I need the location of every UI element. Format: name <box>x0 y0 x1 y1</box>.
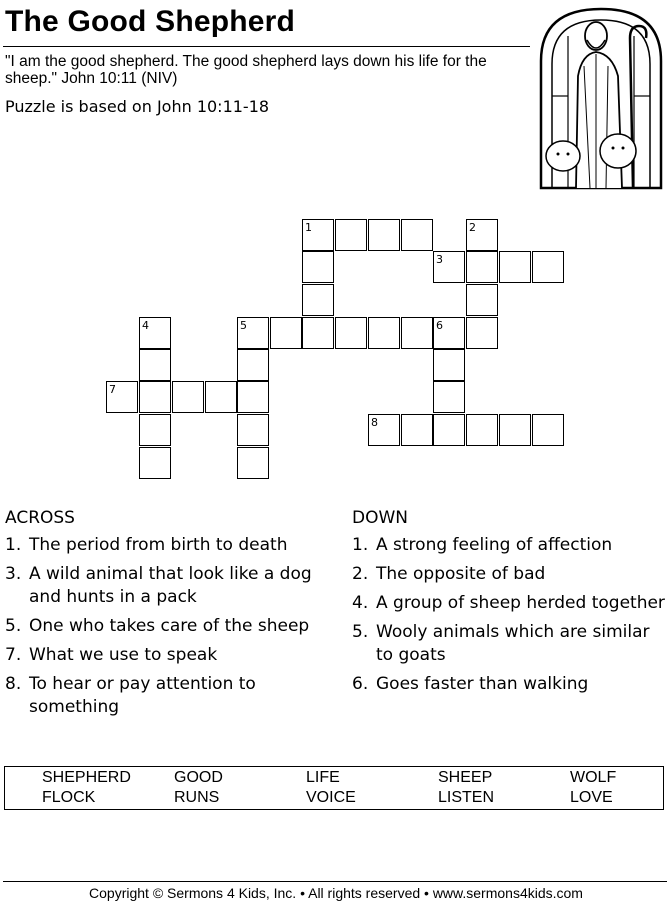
page-title: The Good Shepherd <box>5 5 296 38</box>
crossword-cell[interactable] <box>237 414 269 446</box>
clue-num: 7. <box>5 645 22 665</box>
crossword-cell[interactable] <box>368 219 400 251</box>
clue-num: 5. <box>5 616 22 636</box>
clue-num: 1. <box>352 535 369 555</box>
clue-item <box>352 592 668 615</box>
word-bank-item: RUNS <box>174 789 220 806</box>
clue-item <box>352 673 668 696</box>
crossword-cell[interactable] <box>466 251 498 283</box>
word-bank-item: LISTEN <box>438 789 495 806</box>
word-bank-item: VOICE <box>306 789 356 806</box>
crossword-cell[interactable] <box>335 317 367 349</box>
crossword-cell[interactable] <box>433 414 465 446</box>
crossword-cell[interactable] <box>466 284 498 316</box>
clue-item <box>5 673 325 719</box>
across-clues <box>5 508 325 725</box>
word-bank-item: SHEPHERD <box>42 769 131 786</box>
clue-item <box>5 615 325 638</box>
down-clues <box>352 508 668 702</box>
word-bank-item: LOVE <box>570 789 613 806</box>
clue-number: 2 <box>469 221 476 234</box>
clue-text: One who takes care of the sheep <box>29 616 310 636</box>
clue-num: 2. <box>352 564 369 584</box>
word-bank <box>4 766 664 810</box>
crossword-cell[interactable] <box>532 414 564 446</box>
crossword-cell[interactable] <box>237 349 269 381</box>
crossword-cell[interactable] <box>106 381 138 413</box>
clue-text: The opposite of bad <box>376 564 546 584</box>
clue-num: 1. <box>5 535 22 555</box>
based-on-note: Puzzle is based on John 10:11-18 <box>5 97 270 116</box>
clue-text: A wild animal that look like a dog and hunts in a pack <box>29 564 312 607</box>
crossword-cell[interactable] <box>368 317 400 349</box>
crossword-cell[interactable] <box>237 447 269 479</box>
clue-text: A strong feeling of affection <box>376 535 613 555</box>
crossword-cell[interactable] <box>401 219 433 251</box>
clue-item <box>5 563 325 609</box>
crossword-cell[interactable] <box>401 414 433 446</box>
clue-number: 5 <box>240 319 247 332</box>
clue-num: 6. <box>352 674 369 694</box>
crossword-cell[interactable] <box>433 349 465 381</box>
clue-num: 3. <box>5 564 22 584</box>
crossword-cell[interactable] <box>368 414 400 446</box>
crossword-cell[interactable] <box>237 381 269 413</box>
crossword-cell[interactable] <box>302 219 334 251</box>
crossword-cell[interactable] <box>139 381 171 413</box>
crossword-cell[interactable] <box>302 317 334 349</box>
word-bank-item: FLOCK <box>42 789 96 806</box>
crossword-cell[interactable] <box>205 381 237 413</box>
clue-item <box>352 534 668 557</box>
crossword-cell[interactable] <box>139 317 171 349</box>
clue-number: 8 <box>371 416 378 429</box>
clue-number: 7 <box>109 383 116 396</box>
crossword-cell[interactable] <box>270 317 302 349</box>
clue-num: 5. <box>352 622 369 642</box>
footer-rule <box>3 881 667 882</box>
clue-text: Wooly animals which are similar to goats <box>376 622 650 665</box>
crossword-cell[interactable] <box>302 284 334 316</box>
clue-number: 1 <box>305 221 312 234</box>
clue-text: What we use to speak <box>29 645 218 665</box>
clue-num: 8. <box>5 674 22 694</box>
clue-item <box>5 644 325 667</box>
crossword-cell[interactable] <box>433 251 465 283</box>
copyright-footer: Copyright © Sermons 4 Kids, Inc. • All rights reserved • www.sermons4kids.com <box>89 885 583 901</box>
crossword-cell[interactable] <box>433 317 465 349</box>
clue-num: 4. <box>352 593 369 613</box>
crossword-cell[interactable] <box>139 349 171 381</box>
crossword-cell[interactable] <box>335 219 367 251</box>
crossword-cell[interactable] <box>499 251 531 283</box>
clue-item <box>352 563 668 586</box>
scripture-quote: "I am the good shepherd. The good shepherd lays down his life for the sheep." John 10:11 (NIV) <box>5 53 487 87</box>
crossword-cell[interactable] <box>139 447 171 479</box>
across-heading: ACROSS <box>5 508 75 528</box>
clue-text: To hear or pay attention to something <box>29 674 256 717</box>
crossword-cell[interactable] <box>466 219 498 251</box>
crossword-cell[interactable] <box>401 317 433 349</box>
word-bank-item: WOLF <box>570 769 617 786</box>
crossword-cell[interactable] <box>466 414 498 446</box>
word-bank-item: LIFE <box>306 769 340 786</box>
clue-item <box>5 534 325 557</box>
clue-number: 4 <box>142 319 149 332</box>
crossword-cell[interactable] <box>139 414 171 446</box>
clue-text: A group of sheep herded together <box>376 593 665 613</box>
crossword-cell[interactable] <box>433 381 465 413</box>
crossword-cell[interactable] <box>172 381 204 413</box>
clue-text: Goes faster than walking <box>376 674 589 694</box>
word-bank-item: SHEEP <box>438 769 493 786</box>
crossword-cell[interactable] <box>466 317 498 349</box>
clue-number: 6 <box>436 319 443 332</box>
clue-item <box>352 621 668 667</box>
crossword-cell[interactable] <box>237 317 269 349</box>
crossword-cell[interactable] <box>499 414 531 446</box>
clue-number: 3 <box>436 253 443 266</box>
down-heading: DOWN <box>352 508 408 528</box>
word-bank-item: GOOD <box>174 769 223 786</box>
crossword-cell[interactable] <box>532 251 564 283</box>
crossword-cell[interactable] <box>302 251 334 283</box>
clue-text: The period from birth to death <box>29 535 288 555</box>
